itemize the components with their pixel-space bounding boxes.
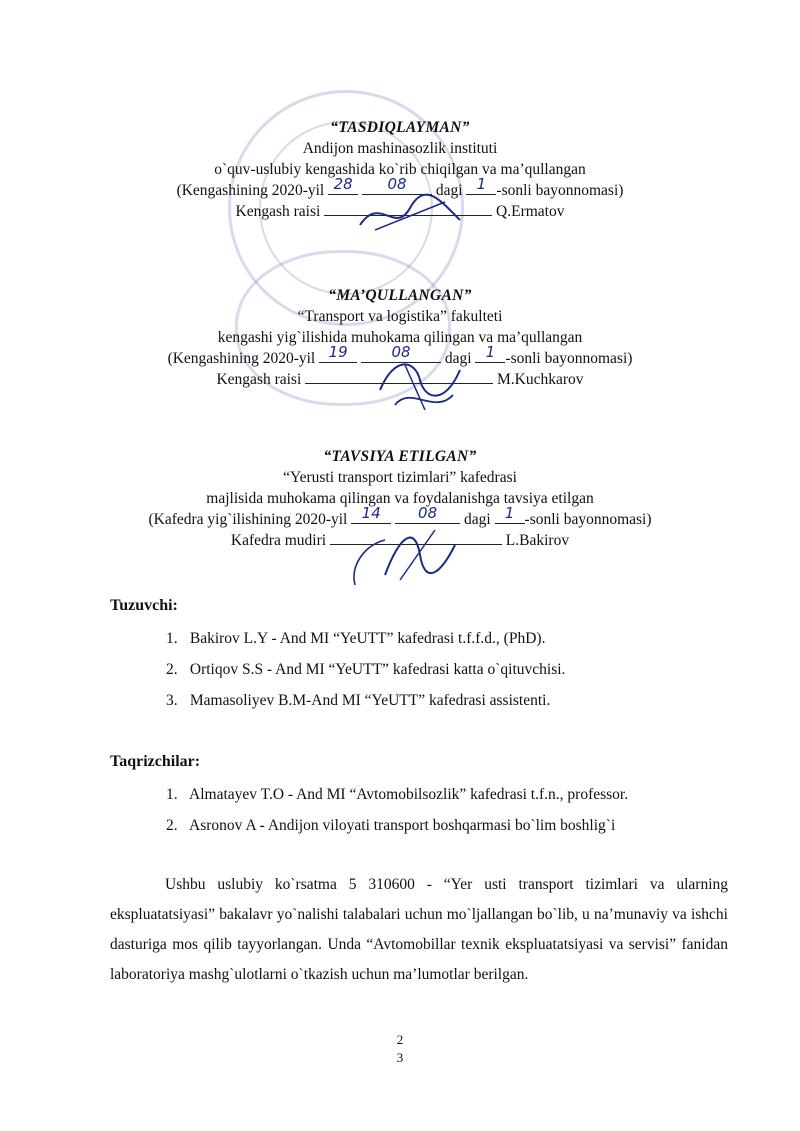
recommendation-chair-label: Kafedra mudiri	[230, 532, 327, 549]
recommendation-date-mid: dagi	[463, 511, 491, 528]
recommendation-date-suffix: -sonli bayonnomasi)	[524, 511, 652, 528]
reviewers-heading: Taqrizchilar:	[110, 753, 201, 770]
approval-chair-line	[0, 201, 800, 222]
approval-chair-label: Kengash raisi	[235, 203, 321, 220]
authors-list	[166, 630, 565, 723]
recommendation-date-month: 08	[395, 509, 460, 524]
authors-heading: Tuzuvchi:	[110, 597, 178, 614]
approval-line-1: Andijon mashinasozlik instituti	[302, 140, 498, 157]
recommendation-protocol-no: 1	[495, 509, 525, 524]
agreement-title: “MA’QULLANGAN”	[328, 287, 472, 304]
recommendation-title: “TAVSIYA ETILGAN”	[323, 448, 477, 465]
approval-date-suffix: -sonli bayonnomasi)	[496, 182, 624, 199]
page-number-printed: 2	[396, 1032, 404, 1047]
agreement-chair-name: M.Kuchkarov	[497, 371, 584, 388]
recommendation-line-2: majlisida muhokama qilingan va foydalanishga tavsiya etilgan	[206, 490, 594, 507]
approval-title: “TASDIQLAYMAN”	[330, 119, 470, 136]
agreement-line-3	[0, 343, 800, 369]
description-text: Ushbu uslubiy ko`rsatma 5 310600 - “Yer usti transport tizimlari va ularning ekspluatatsiyasi” bakalavr yo`nalishi talabalari uchun mo`ljallangan bo`lib, u na’munaviy va ishchi dasturiga mos qilib tayyorlangan. Unda “Avtomobillar texnik ekspluatatsiyasi va servisi” fanidan laboratoriya mashg`ulotlarni o`tkazish uchun ma’lumotlar berilgan.	[110, 876, 728, 983]
approval-date-mid: dagi	[435, 182, 463, 199]
agreement-signature-line	[305, 369, 493, 384]
agreement-protocol-no: 1	[475, 348, 505, 363]
approval-line-3	[0, 175, 800, 201]
agreement-date-mid: dagi	[444, 350, 472, 367]
agreement-date-month: 08	[361, 348, 441, 363]
approval-date-prefix: (Kengashining 2020-yil	[176, 182, 325, 199]
recommendation-date-prefix: (Kafedra yig`ilishining 2020-yil	[148, 511, 348, 528]
approval-chair-name: Q.Ermatov	[496, 203, 565, 220]
agreement-date-prefix: (Kengashining 2020-yil	[167, 350, 316, 367]
list-item: 1. Almatayev T.O - And MI “Avtomobilsozlik” kafedrasi t.f.n., professor.	[166, 786, 629, 803]
recommendation-line-1: “Yerusti transport tizimlari” kafedrasi	[283, 469, 517, 486]
approval-line-2: o`quv-uslubiy kengashida ko`rib chiqilgan va ma’qullangan	[214, 161, 586, 178]
list-item: 3. Mamasoliyev B.M-And MI “YeUTT” kafedrasi assistenti.	[166, 692, 551, 709]
list-item: 1. Bakirov L.Y - And MI “YeUTT” kafedrasi t.f.f.d., (PhD).	[166, 630, 546, 647]
approval-protocol-no: 1	[466, 180, 496, 195]
reviewers-list	[166, 786, 628, 848]
approval-block	[0, 117, 800, 222]
page-number-sheet: 3	[396, 1050, 404, 1065]
agreement-date-suffix: -sonli bayonnomasi)	[505, 350, 633, 367]
approval-date-month: 08	[362, 180, 432, 195]
agreement-line-1: “Transport va logistika” fakulteti	[297, 308, 503, 325]
agreement-chair-label: Kengash raisi	[216, 371, 302, 388]
recommendation-chair-line	[0, 530, 800, 551]
agreement-chair-line	[0, 369, 800, 390]
recommendation-signature-line	[330, 530, 502, 545]
recommendation-date-day: 14	[351, 509, 391, 524]
approval-date-day: 28	[328, 180, 358, 195]
description-paragraph	[110, 870, 728, 990]
recommendation-line-3	[0, 504, 800, 530]
list-item: 2. Ortiqov S.S - And MI “YeUTT” kafedrasi katta o`qituvchisi.	[166, 661, 566, 678]
recommendation-chair-name: L.Bakirov	[505, 532, 570, 549]
approval-signature-line	[324, 201, 492, 216]
list-item: 2. Asronov A - Andijon viloyati transport boshqarmasi bo`lim boshlig`i	[166, 817, 616, 834]
agreement-date-day: 19	[319, 348, 357, 363]
agreement-block	[0, 285, 800, 390]
recommendation-block	[0, 446, 800, 551]
agreement-line-2: kengashi yig`ilishida muhokama qilingan va ma’qullangan	[217, 329, 583, 346]
